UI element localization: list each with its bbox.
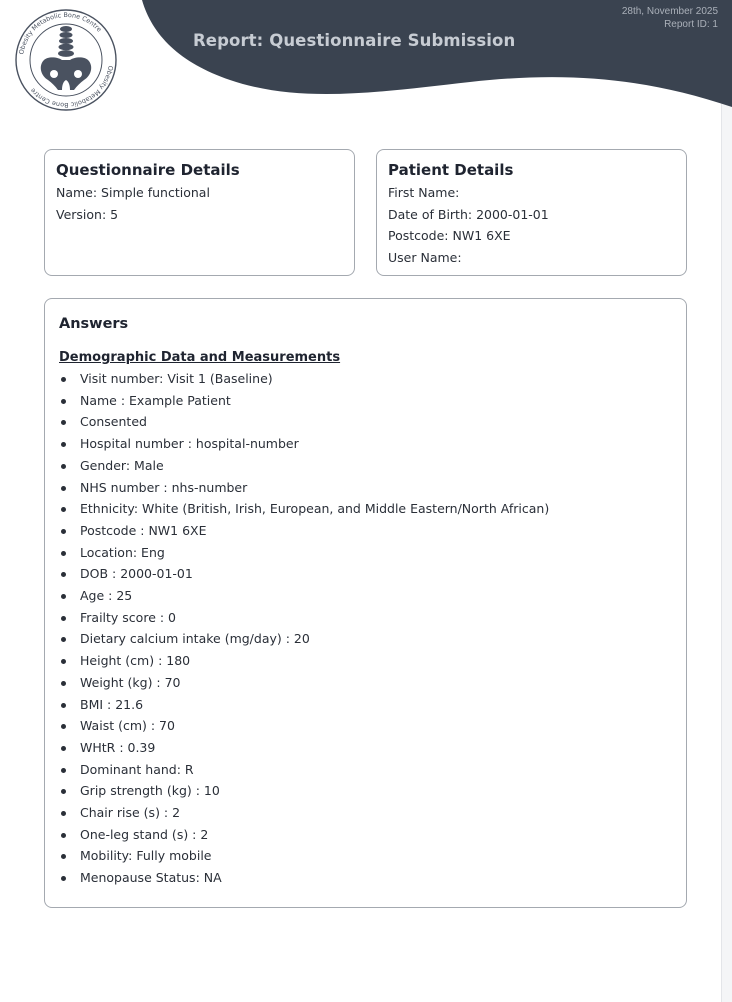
patient-postcode: Postcode: NW1 6XE	[388, 228, 511, 243]
answer-item: Weight (kg) : 70	[59, 672, 672, 694]
report-date: 28th, November 2025	[621, 6, 718, 17]
patient-first-name: First Name:	[388, 185, 460, 200]
answer-item: Chair rise (s) : 2	[59, 802, 672, 824]
answer-item: Menopause Status: NA	[59, 867, 672, 889]
report-meta	[622, 5, 718, 31]
logo-ring-text-lower: Obesity Metabolic Bone Centre	[28, 65, 115, 110]
answers-list	[59, 368, 672, 889]
section-title: Demographic Data and Measurements	[59, 350, 341, 365]
answer-item: Visit number: Visit 1 (Baseline)	[59, 368, 672, 390]
logo-ring-text: Obesity Metabolic Bone Centre	[17, 10, 104, 55]
report-id: Report ID: 1	[664, 19, 718, 30]
answer-item: DOB : 2000-01-01	[59, 563, 672, 585]
questionnaire-version: Version: 5	[56, 206, 119, 222]
answer-item: Location: Eng	[59, 542, 672, 564]
scrollbar-track[interactable]	[721, 100, 732, 1002]
answer-item: Dietary calcium intake (mg/day) : 20	[59, 628, 672, 650]
answer-item: Consented	[59, 411, 672, 433]
patient-user-name: User Name:	[388, 249, 462, 265]
answers-heading: Answers	[59, 316, 129, 332]
patient-dob: Date of Birth: 2000-01-01	[388, 206, 549, 222]
answer-item: Gender: Male	[59, 455, 672, 477]
answer-item: NHS number : nhs-number	[59, 477, 672, 499]
questionnaire-details-card	[44, 149, 355, 276]
page-title: Report: Questionnaire Submission	[193, 31, 516, 50]
questionnaire-details-heading: Questionnaire Details	[56, 161, 240, 179]
patient-details-card	[376, 149, 687, 276]
answer-item: One-leg stand (s) : 2	[59, 824, 672, 846]
answer-item: Waist (cm) : 70	[59, 715, 672, 737]
clinic-logo	[14, 8, 118, 112]
answers-card	[44, 298, 687, 908]
patient-details-heading: Patient Details	[388, 161, 514, 179]
answer-item: Frailty score : 0	[59, 607, 672, 629]
answer-item: WHtR : 0.39	[59, 737, 672, 759]
answer-item: Age : 25	[59, 585, 672, 607]
answer-item: Postcode : NW1 6XE	[59, 520, 672, 542]
answer-item: Grip strength (kg) : 10	[59, 780, 672, 802]
answer-item: Hospital number : hospital-number	[59, 433, 672, 455]
answer-item: Name : Example Patient	[59, 390, 672, 412]
answer-item: Height (cm) : 180	[59, 650, 672, 672]
questionnaire-name: Name: Simple functional	[56, 185, 210, 200]
answer-item: Mobility: Fully mobile	[59, 845, 672, 867]
answer-item: Dominant hand: R	[59, 759, 672, 781]
answer-item: BMI : 21.6	[59, 694, 672, 716]
answer-item: Ethnicity: White (British, Irish, European, and Middle Eastern/North African)	[59, 498, 672, 520]
